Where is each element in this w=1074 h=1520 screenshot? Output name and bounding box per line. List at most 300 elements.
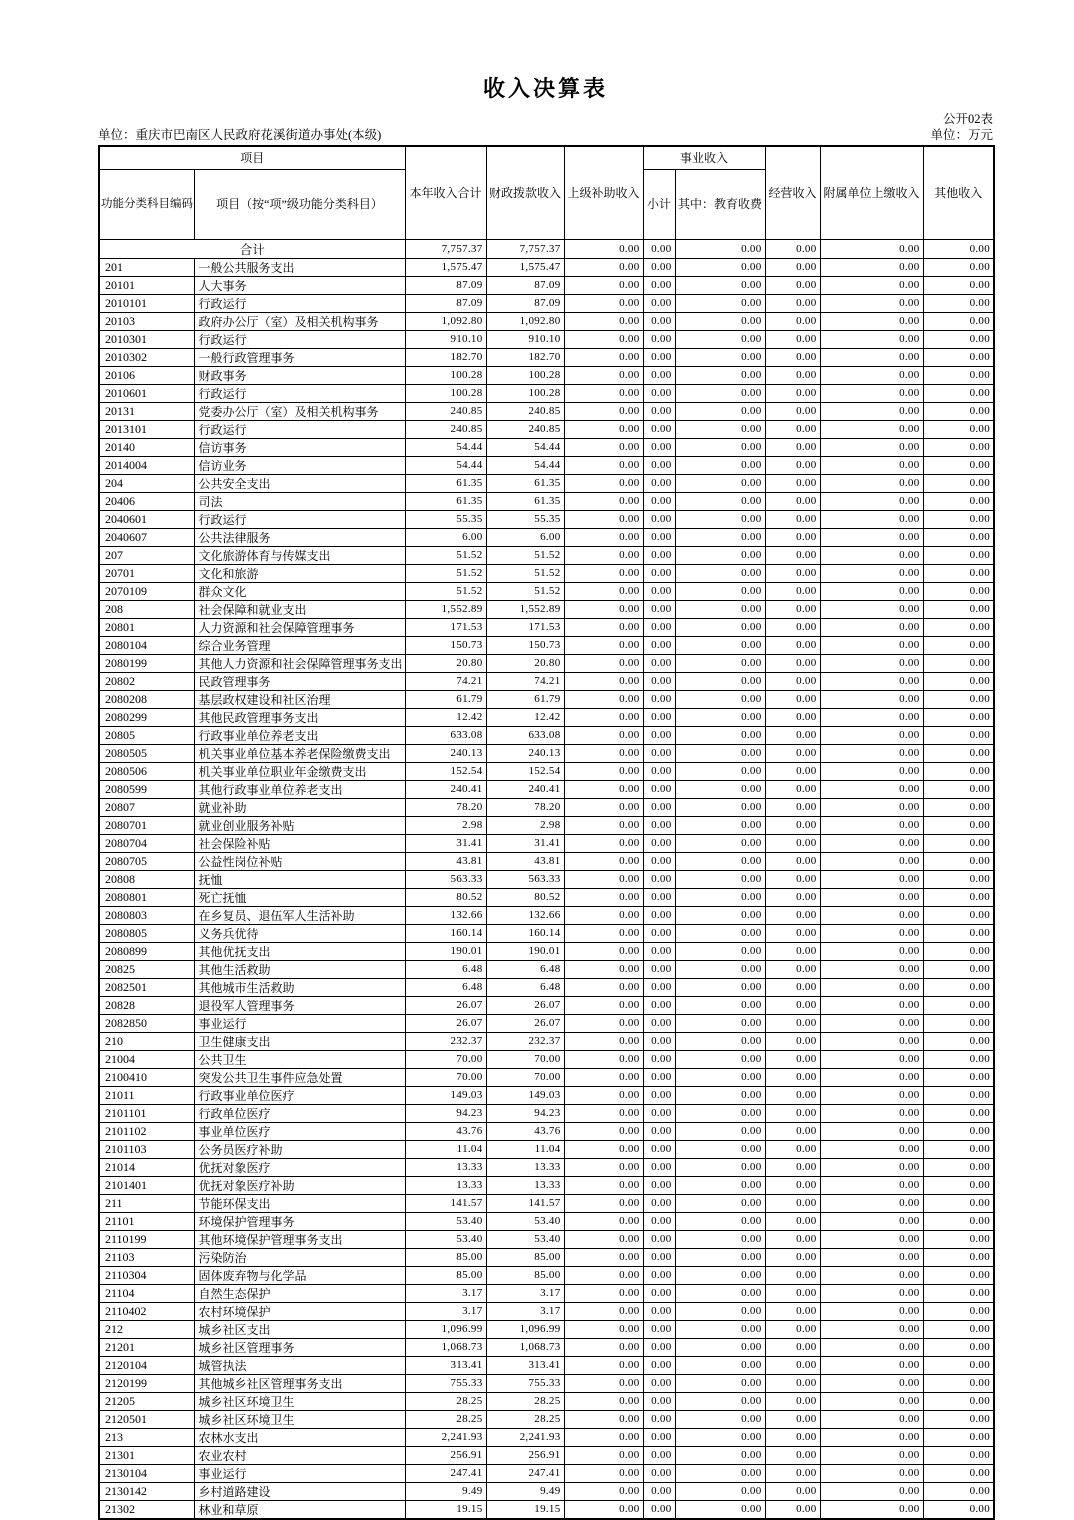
item-name-cell: 固体废弃物与化学品 bbox=[194, 1266, 405, 1284]
code-cell: 2080899 bbox=[99, 942, 194, 960]
amount-cell: 0.00 bbox=[820, 978, 923, 996]
table-row bbox=[99, 510, 994, 528]
code-cell: 2080506 bbox=[99, 762, 194, 780]
amount-cell: 0.00 bbox=[564, 744, 643, 762]
amount-cell: 0.00 bbox=[765, 276, 820, 294]
amount-cell: 0.00 bbox=[923, 888, 994, 906]
amount-cell: 0.00 bbox=[643, 888, 675, 906]
amount-cell: 43.76 bbox=[486, 1122, 564, 1140]
amount-cell: 0.00 bbox=[643, 942, 675, 960]
amount-cell: 0.00 bbox=[564, 239, 643, 258]
amount-cell: 0.00 bbox=[564, 762, 643, 780]
amount-cell: 87.09 bbox=[486, 276, 564, 294]
item-name-cell: 乡村道路建设 bbox=[194, 1482, 405, 1500]
amount-cell: 0.00 bbox=[820, 1086, 923, 1104]
table-row bbox=[99, 978, 994, 996]
amount-cell: 0.00 bbox=[675, 1122, 765, 1140]
amount-cell: 0.00 bbox=[564, 258, 643, 276]
amount-cell: 0.00 bbox=[820, 1014, 923, 1032]
amount-cell: 0.00 bbox=[923, 906, 994, 924]
amount-cell: 0.00 bbox=[564, 870, 643, 888]
amount-cell: 0.00 bbox=[820, 1500, 923, 1519]
table-row bbox=[99, 888, 994, 906]
amount-cell: 0.00 bbox=[820, 1482, 923, 1500]
col-header-fiscal: 财政拨款收入 bbox=[486, 146, 564, 239]
item-name-cell: 行政事业单位养老支出 bbox=[194, 726, 405, 744]
amount-cell: 0.00 bbox=[564, 1482, 643, 1500]
amount-cell: 0.00 bbox=[765, 420, 820, 438]
item-name-cell: 其他人力资源和社会保障管理事务支出 bbox=[194, 654, 405, 672]
table-row bbox=[99, 1482, 994, 1500]
amount-cell: 6.48 bbox=[405, 978, 486, 996]
amount-cell: 13.33 bbox=[486, 1176, 564, 1194]
amount-cell: 0.00 bbox=[923, 546, 994, 564]
amount-cell: 0.00 bbox=[765, 1104, 820, 1122]
amount-cell: 0.00 bbox=[675, 1374, 765, 1392]
amount-cell: 19.15 bbox=[405, 1500, 486, 1519]
amount-cell: 6.00 bbox=[405, 528, 486, 546]
code-cell: 2082850 bbox=[99, 1014, 194, 1032]
table-row bbox=[99, 1032, 994, 1050]
amount-cell: 0.00 bbox=[643, 1032, 675, 1050]
code-cell: 20103 bbox=[99, 312, 194, 330]
table-row bbox=[99, 1392, 994, 1410]
amount-cell: 0.00 bbox=[564, 1356, 643, 1374]
table-row bbox=[99, 924, 994, 942]
amount-cell: 6.48 bbox=[405, 960, 486, 978]
amount-cell: 0.00 bbox=[643, 312, 675, 330]
amount-cell: 0.00 bbox=[923, 942, 994, 960]
amount-cell: 755.33 bbox=[486, 1374, 564, 1392]
amount-cell: 0.00 bbox=[675, 258, 765, 276]
item-name-cell: 卫生健康支出 bbox=[194, 1032, 405, 1050]
item-name-cell: 人力资源和社会保障管理事务 bbox=[194, 618, 405, 636]
amount-cell: 0.00 bbox=[820, 744, 923, 762]
code-cell: 21011 bbox=[99, 1086, 194, 1104]
code-cell: 211 bbox=[99, 1194, 194, 1212]
table-row bbox=[99, 1266, 994, 1284]
col-header-business-edu: 其中：教育收费 bbox=[675, 169, 765, 239]
amount-cell: 0.00 bbox=[675, 1302, 765, 1320]
amount-cell: 0.00 bbox=[820, 456, 923, 474]
amount-cell: 0.00 bbox=[643, 834, 675, 852]
amount-cell: 53.40 bbox=[486, 1230, 564, 1248]
code-cell: 2013101 bbox=[99, 420, 194, 438]
code-cell: 21301 bbox=[99, 1446, 194, 1464]
amount-cell: 0.00 bbox=[675, 474, 765, 492]
amount-cell: 0.00 bbox=[675, 888, 765, 906]
amount-cell: 0.00 bbox=[820, 852, 923, 870]
amount-cell: 0.00 bbox=[564, 942, 643, 960]
amount-cell: 0.00 bbox=[643, 744, 675, 762]
amount-cell: 0.00 bbox=[765, 780, 820, 798]
amount-cell: 232.37 bbox=[486, 1032, 564, 1050]
amount-cell: 0.00 bbox=[643, 1050, 675, 1068]
amount-cell: 1,068.73 bbox=[486, 1338, 564, 1356]
table-row bbox=[99, 672, 994, 690]
amount-cell: 0.00 bbox=[643, 510, 675, 528]
amount-cell: 0.00 bbox=[564, 1392, 643, 1410]
amount-cell: 0.00 bbox=[820, 618, 923, 636]
amount-cell: 54.44 bbox=[486, 438, 564, 456]
amount-cell: 0.00 bbox=[923, 1158, 994, 1176]
amount-cell: 0.00 bbox=[820, 474, 923, 492]
amount-cell: 0.00 bbox=[643, 384, 675, 402]
amount-cell: 0.00 bbox=[923, 1032, 994, 1050]
amount-cell: 0.00 bbox=[765, 960, 820, 978]
amount-cell: 54.44 bbox=[486, 456, 564, 474]
amount-cell: 0.00 bbox=[820, 870, 923, 888]
amount-cell: 0.00 bbox=[820, 330, 923, 348]
item-name-cell: 社会保险补贴 bbox=[194, 834, 405, 852]
amount-cell: 0.00 bbox=[675, 1014, 765, 1032]
amount-cell: 0.00 bbox=[820, 294, 923, 312]
amount-cell: 0.00 bbox=[765, 294, 820, 312]
amount-cell: 0.00 bbox=[564, 978, 643, 996]
amount-cell: 0.00 bbox=[820, 348, 923, 366]
code-cell: 2080805 bbox=[99, 924, 194, 942]
amount-cell: 0.00 bbox=[643, 1428, 675, 1446]
table-row bbox=[99, 474, 994, 492]
table-row bbox=[99, 852, 994, 870]
table-row bbox=[99, 456, 994, 474]
amount-cell: 240.41 bbox=[405, 780, 486, 798]
amount-cell: 0.00 bbox=[643, 978, 675, 996]
amount-cell: 0.00 bbox=[675, 906, 765, 924]
amount-cell: 171.53 bbox=[405, 618, 486, 636]
amount-cell: 132.66 bbox=[486, 906, 564, 924]
amount-cell: 0.00 bbox=[923, 816, 994, 834]
table-row bbox=[99, 1140, 994, 1158]
amount-cell: 0.00 bbox=[923, 780, 994, 798]
amount-cell: 0.00 bbox=[643, 420, 675, 438]
item-name-cell: 优抚对象医疗 bbox=[194, 1158, 405, 1176]
amount-cell: 240.85 bbox=[486, 420, 564, 438]
table-row bbox=[99, 1338, 994, 1356]
amount-cell: 0.00 bbox=[765, 528, 820, 546]
amount-cell: 87.09 bbox=[486, 294, 564, 312]
amount-cell: 0.00 bbox=[923, 1068, 994, 1086]
amount-cell: 11.04 bbox=[486, 1140, 564, 1158]
amount-cell: 0.00 bbox=[765, 924, 820, 942]
amount-cell: 0.00 bbox=[564, 852, 643, 870]
amount-cell: 6.48 bbox=[486, 960, 564, 978]
amount-cell: 0.00 bbox=[564, 294, 643, 312]
amount-cell: 0.00 bbox=[765, 312, 820, 330]
amount-cell: 0.00 bbox=[643, 474, 675, 492]
amount-cell: 0.00 bbox=[923, 870, 994, 888]
amount-cell: 0.00 bbox=[923, 402, 994, 420]
amount-cell: 0.00 bbox=[643, 672, 675, 690]
amount-cell: 0.00 bbox=[923, 1140, 994, 1158]
item-name-cell: 司法 bbox=[194, 492, 405, 510]
table-row bbox=[99, 384, 994, 402]
item-name-cell: 社会保障和就业支出 bbox=[194, 600, 405, 618]
amount-cell: 74.21 bbox=[486, 672, 564, 690]
code-cell: 20802 bbox=[99, 672, 194, 690]
amount-cell: 0.00 bbox=[564, 1212, 643, 1230]
amount-cell: 0.00 bbox=[765, 1338, 820, 1356]
table-body bbox=[99, 239, 994, 1519]
amount-cell: 1,552.89 bbox=[486, 600, 564, 618]
code-cell: 2082501 bbox=[99, 978, 194, 996]
amount-cell: 0.00 bbox=[923, 1176, 994, 1194]
code-cell: 2101102 bbox=[99, 1122, 194, 1140]
amount-cell: 0.00 bbox=[675, 1248, 765, 1266]
amount-cell: 2,241.93 bbox=[486, 1428, 564, 1446]
amount-cell: 0.00 bbox=[820, 906, 923, 924]
code-cell: 20701 bbox=[99, 564, 194, 582]
amount-cell: 0.00 bbox=[643, 1248, 675, 1266]
amount-cell: 55.35 bbox=[486, 510, 564, 528]
amount-cell: 0.00 bbox=[675, 726, 765, 744]
amount-cell: 0.00 bbox=[923, 239, 994, 258]
amount-cell: 0.00 bbox=[643, 816, 675, 834]
amount-cell: 0.00 bbox=[675, 239, 765, 258]
amount-cell: 0.00 bbox=[765, 402, 820, 420]
item-name-cell: 财政事务 bbox=[194, 366, 405, 384]
amount-cell: 0.00 bbox=[923, 852, 994, 870]
amount-cell: 0.00 bbox=[923, 1086, 994, 1104]
table-row bbox=[99, 834, 994, 852]
table-row bbox=[99, 690, 994, 708]
code-cell: 2010101 bbox=[99, 294, 194, 312]
table-row bbox=[99, 1446, 994, 1464]
amount-cell: 0.00 bbox=[675, 600, 765, 618]
item-name-cell: 一般行政管理事务 bbox=[194, 348, 405, 366]
amount-cell: 0.00 bbox=[820, 1140, 923, 1158]
amount-cell: 1,092.80 bbox=[405, 312, 486, 330]
amount-cell: 0.00 bbox=[675, 870, 765, 888]
table-row bbox=[99, 1284, 994, 1302]
col-header-other: 其他收入 bbox=[923, 146, 994, 239]
amount-cell: 0.00 bbox=[923, 1194, 994, 1212]
amount-cell: 141.57 bbox=[405, 1194, 486, 1212]
amount-cell: 0.00 bbox=[564, 1464, 643, 1482]
amount-cell: 240.41 bbox=[486, 780, 564, 798]
amount-cell: 0.00 bbox=[675, 276, 765, 294]
amount-cell: 0.00 bbox=[675, 384, 765, 402]
col-header-business-subtotal: 小计 bbox=[643, 169, 675, 239]
amount-cell: 0.00 bbox=[820, 1266, 923, 1284]
amount-cell: 0.00 bbox=[765, 546, 820, 564]
amount-cell: 190.01 bbox=[405, 942, 486, 960]
amount-cell: 53.40 bbox=[486, 1212, 564, 1230]
amount-cell: 0.00 bbox=[765, 1176, 820, 1194]
unit-line bbox=[98, 128, 993, 145]
item-name-cell: 文化和旅游 bbox=[194, 564, 405, 582]
revenue-final-accounts-table bbox=[98, 145, 995, 1520]
code-cell: 2010302 bbox=[99, 348, 194, 366]
amount-cell: 0.00 bbox=[675, 1410, 765, 1428]
amount-cell: 0.00 bbox=[564, 1428, 643, 1446]
amount-cell: 0.00 bbox=[675, 1356, 765, 1374]
code-cell: 2080803 bbox=[99, 906, 194, 924]
code-cell: 21205 bbox=[99, 1392, 194, 1410]
amount-cell: 0.00 bbox=[820, 600, 923, 618]
amount-cell: 0.00 bbox=[643, 924, 675, 942]
code-cell: 20828 bbox=[99, 996, 194, 1014]
amount-cell: 0.00 bbox=[765, 618, 820, 636]
amount-cell: 0.00 bbox=[643, 564, 675, 582]
code-cell: 2080801 bbox=[99, 888, 194, 906]
amount-cell: 0.00 bbox=[675, 834, 765, 852]
amount-cell: 0.00 bbox=[675, 942, 765, 960]
code-cell: 2110304 bbox=[99, 1266, 194, 1284]
amount-cell: 28.25 bbox=[486, 1410, 564, 1428]
amount-cell: 0.00 bbox=[564, 276, 643, 294]
amount-cell: 51.52 bbox=[405, 564, 486, 582]
item-name-cell: 行政运行 bbox=[194, 510, 405, 528]
amount-cell: 0.00 bbox=[765, 348, 820, 366]
amount-cell: 0.00 bbox=[643, 1266, 675, 1284]
table-row bbox=[99, 654, 994, 672]
amount-cell: 0.00 bbox=[643, 852, 675, 870]
amount-cell: 0.00 bbox=[643, 1320, 675, 1338]
item-name-cell: 党委办公厅（室）及相关机构事务 bbox=[194, 402, 405, 420]
amount-cell: 0.00 bbox=[765, 942, 820, 960]
amount-cell: 247.41 bbox=[486, 1464, 564, 1482]
amount-cell: 0.00 bbox=[643, 1230, 675, 1248]
amount-cell: 0.00 bbox=[765, 888, 820, 906]
amount-cell: 0.00 bbox=[564, 582, 643, 600]
amount-cell: 0.00 bbox=[820, 438, 923, 456]
amount-cell: 0.00 bbox=[643, 276, 675, 294]
amount-cell: 0.00 bbox=[675, 1230, 765, 1248]
amount-cell: 0.00 bbox=[564, 1104, 643, 1122]
amount-cell: 0.00 bbox=[564, 726, 643, 744]
amount-cell: 0.00 bbox=[765, 384, 820, 402]
amount-cell: 0.00 bbox=[765, 870, 820, 888]
item-name-cell: 农业农村 bbox=[194, 1446, 405, 1464]
amount-cell: 70.00 bbox=[486, 1068, 564, 1086]
amount-cell: 152.54 bbox=[486, 762, 564, 780]
amount-cell: 0.00 bbox=[923, 1320, 994, 1338]
amount-cell: 0.00 bbox=[765, 762, 820, 780]
amount-cell: 0.00 bbox=[675, 456, 765, 474]
amount-cell: 0.00 bbox=[675, 1320, 765, 1338]
amount-cell: 0.00 bbox=[564, 834, 643, 852]
amount-cell: 232.37 bbox=[405, 1032, 486, 1050]
amount-cell: 0.00 bbox=[564, 636, 643, 654]
amount-cell: 0.00 bbox=[564, 1176, 643, 1194]
amount-cell: 0.00 bbox=[820, 1410, 923, 1428]
code-cell: 21014 bbox=[99, 1158, 194, 1176]
amount-cell: 20.80 bbox=[405, 654, 486, 672]
amount-cell: 0.00 bbox=[643, 366, 675, 384]
amount-cell: 0.00 bbox=[923, 1500, 994, 1519]
table-row bbox=[99, 528, 994, 546]
amount-cell: 0.00 bbox=[675, 618, 765, 636]
amount-cell: 0.00 bbox=[923, 528, 994, 546]
amount-cell: 0.00 bbox=[923, 1212, 994, 1230]
code-cell: 21201 bbox=[99, 1338, 194, 1356]
amount-cell: 6.48 bbox=[486, 978, 564, 996]
amount-cell: 0.00 bbox=[675, 1338, 765, 1356]
amount-cell: 94.23 bbox=[405, 1104, 486, 1122]
amount-cell: 0.00 bbox=[564, 348, 643, 366]
amount-cell: 0.00 bbox=[923, 690, 994, 708]
amount-cell: 0.00 bbox=[820, 1194, 923, 1212]
amount-cell: 0.00 bbox=[564, 1320, 643, 1338]
amount-cell: 1,096.99 bbox=[405, 1320, 486, 1338]
amount-cell: 0.00 bbox=[765, 1464, 820, 1482]
amount-cell: 0.00 bbox=[923, 960, 994, 978]
item-name-cell: 公务员医疗补助 bbox=[194, 1140, 405, 1158]
amount-cell: 0.00 bbox=[820, 582, 923, 600]
code-cell: 213 bbox=[99, 1428, 194, 1446]
amount-cell: 0.00 bbox=[765, 564, 820, 582]
code-cell: 210 bbox=[99, 1032, 194, 1050]
amount-cell: 0.00 bbox=[820, 384, 923, 402]
amount-cell: 0.00 bbox=[564, 996, 643, 1014]
amount-cell: 0.00 bbox=[923, 762, 994, 780]
amount-cell: 160.14 bbox=[405, 924, 486, 942]
item-name-cell: 事业运行 bbox=[194, 1464, 405, 1482]
amount-cell: 0.00 bbox=[765, 654, 820, 672]
amount-cell: 0.00 bbox=[564, 924, 643, 942]
table-row bbox=[99, 1068, 994, 1086]
amount-cell: 0.00 bbox=[765, 366, 820, 384]
amount-cell: 0.00 bbox=[765, 1266, 820, 1284]
table-row bbox=[99, 762, 994, 780]
amount-cell: 0.00 bbox=[643, 1446, 675, 1464]
item-name-cell: 机关事业单位职业年金缴费支出 bbox=[194, 762, 405, 780]
amount-cell: 28.25 bbox=[486, 1392, 564, 1410]
amount-cell: 0.00 bbox=[820, 1068, 923, 1086]
amount-cell: 0.00 bbox=[765, 239, 820, 258]
code-cell: 2101103 bbox=[99, 1140, 194, 1158]
amount-cell: 0.00 bbox=[643, 330, 675, 348]
amount-cell: 0.00 bbox=[923, 438, 994, 456]
amount-cell: 13.33 bbox=[486, 1158, 564, 1176]
item-name-cell: 城乡社区管理事务 bbox=[194, 1338, 405, 1356]
amount-cell: 0.00 bbox=[675, 1446, 765, 1464]
amount-cell: 0.00 bbox=[564, 1194, 643, 1212]
amount-cell: 0.00 bbox=[564, 708, 643, 726]
amount-cell: 0.00 bbox=[820, 762, 923, 780]
amount-cell: 0.00 bbox=[820, 690, 923, 708]
amount-cell: 0.00 bbox=[675, 1284, 765, 1302]
amount-cell: 0.00 bbox=[820, 1284, 923, 1302]
item-name-cell: 义务兵优待 bbox=[194, 924, 405, 942]
amount-cell: 0.00 bbox=[923, 798, 994, 816]
amount-cell: 0.00 bbox=[765, 1428, 820, 1446]
amount-cell: 182.70 bbox=[486, 348, 564, 366]
amount-cell: 13.33 bbox=[405, 1176, 486, 1194]
amount-cell: 0.00 bbox=[820, 726, 923, 744]
document-sheet bbox=[98, 0, 993, 1520]
amount-cell: 0.00 bbox=[675, 1428, 765, 1446]
amount-cell: 0.00 bbox=[564, 690, 643, 708]
amount-cell: 132.66 bbox=[405, 906, 486, 924]
amount-cell: 0.00 bbox=[675, 1032, 765, 1050]
amount-cell: 0.00 bbox=[675, 1194, 765, 1212]
amount-cell: 0.00 bbox=[923, 1482, 994, 1500]
amount-cell: 0.00 bbox=[643, 618, 675, 636]
table-row bbox=[99, 636, 994, 654]
amount-cell: 0.00 bbox=[820, 924, 923, 942]
amount-cell: 0.00 bbox=[923, 618, 994, 636]
amount-cell: 0.00 bbox=[820, 780, 923, 798]
code-cell: 2101401 bbox=[99, 1176, 194, 1194]
item-name-cell: 政府办公厅（室）及相关机构事务 bbox=[194, 312, 405, 330]
amount-cell: 100.28 bbox=[486, 384, 564, 402]
code-cell: 2080704 bbox=[99, 834, 194, 852]
amount-cell: 0.00 bbox=[675, 1140, 765, 1158]
code-cell: 2101101 bbox=[99, 1104, 194, 1122]
amount-cell: 0.00 bbox=[923, 582, 994, 600]
